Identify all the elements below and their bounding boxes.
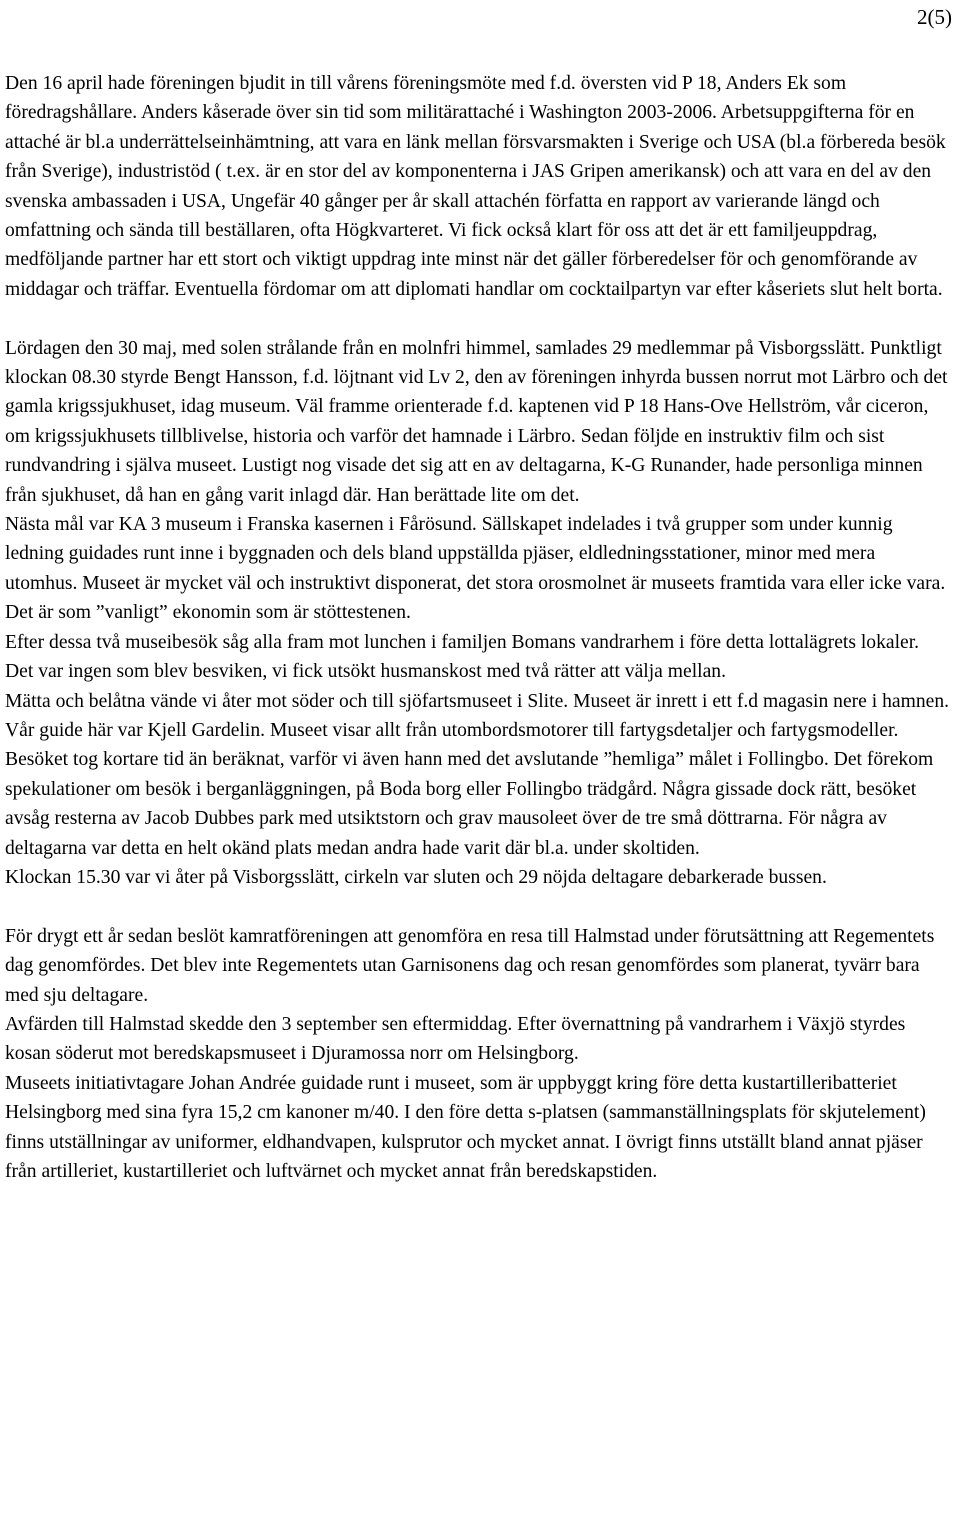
document-body [5,69,951,1186]
page-number: 2(5) [917,5,952,29]
section-spacer [5,892,951,921]
paragraph: Museets initiativtagare Johan Andrée guidade runt i museet, som är uppbyggt kring före detta kustartilleribatteriet Helsingborg med sina fyra 15,2 cm kanoner m/40. I den före detta s-platsen (sammanställningsplats för skjutelement) finns utställningar av uniformer, eldhandvapen, kulsprutor och mycket annat. I övrigt finns utställt bland annat pjäser från artilleriet, kustartilleriet och luftvärnet och mycket annat från beredskapstiden. [5,1072,926,1182]
paragraph: Den 16 april hade föreningen bjudit in till vårens föreningsmöte med f.d. översten vid P 18, Anders Ek som föredragshållare. Anders kåserade över sin tid som militärattaché i Washington 2003-2006. Arbetsuppgifterna för en attaché är bl.a underrättelseinhämtning, att vara en länk mellan försvarsmakten i Sverige och USA (bl.a förbereda besök från Sverige), industristöd ( t.ex. är en stor del av komponenterna i JAS Gripen amerikansk) och att vara en del av den svenska ambassaden i USA, Ungefär 40 gånger per år skall attachén författa en rapport av varierande längd och omfattning och sända till beställaren, ofta Högkvarteret. Vi fick också klart för oss att det är ett familjeuppdrag, medföljande partner har ett stort och viktigt uppdrag inte minst när det gäller förberedelser för och genomförande av middagar och träffar. Eventuella fördomar om att diplomati handlar om cocktailpartyn var efter kåseriets slut helt borta. [5,73,946,300]
section-foreningsmote [5,69,951,304]
paragraph: Avfärden till Halmstad skedde den 3 september sen eftermiddag. Efter övernattning på vandrarhem i Växjö styrdes kosan söderut mot beredskapsmuseet i Djuramossa norr om Helsingborg. [5,1013,906,1065]
paragraph: Mätta och belåtna vände vi åter mot söder och till sjöfartsmuseet i Slite. Museet är inrett i ett f.d magasin nere i hamnen. Vår guide här var Kjell Gardelin. Museet visar allt från utombordsmotorer till fartygsdetaljer och fartygsmodeller. [5,690,950,741]
section-resa-halmstad [5,922,951,1187]
paragraph: Lördagen den 30 maj, med solen strålande från en molnfri himmel, samlades 29 medlemmar på Visborgsslätt. Punktligt klockan 08.30 styrde Bengt Hansson, f.d. löjtnant vid Lv 2, den av föreningen inhyrda bussen norrut mot Lärbro och det gamla krigssjukhuset, idag museum. Väl framme orienterade f.d. kaptenen vid P 18 Hans-Ove Hellström, vår ciceron, om krigssjukhusets tillblivelse, historia och varför det hamnade i Lärbro. Sedan följde en instruktiv film och sist rundvandring i själva museet. Lustigt nog visade det sig att en av deltagarna, K-G Runander, hade personliga minnen från sjukhuset, då han en gång varit inlagd där. Han berättade lite om det. [5,337,948,506]
section-bussresa-lordagen [5,334,951,893]
paragraph: Klockan 15.30 var vi åter på Visborgsslätt, cirkeln var sluten och 29 nöjda deltagare debarkerade bussen. [5,866,827,888]
paragraph: För drygt ett år sedan beslöt kamratföreningen att genomföra en resa till Halmstad under förutsättning att Regementets dag genomfördes. Det blev inte Regementets utan Garnisonens dag och resan genomfördes som planerat, tyvärr bara med sju deltagare. [5,925,935,1006]
paragraph: Nästa mål var KA 3 museum i Franska kasernen i Fårösund. Sällskapet indelades i två grupper som under kunnig ledning guidades runt inne i byggnaden och dels bland uppställda pjäser, eldledningsstationer, minor med mera utomhus. Museet är mycket väl och instruktivt disponerat, det stora orosmolnet är museets framtida vara eller icke vara. Det är som ”vanligt” ekonomin som är stöttestenen. [5,514,946,624]
section-spacer [5,304,951,333]
paragraph: Besöket tog kortare tid än beräknat, varför vi även hann med det avslutande ”hemliga” målet i Follingbo. Det förekom spekulationer om besök i berganläggningen, på Boda borg eller Follingbo trädgård. Några gissade dock rätt, besöket avsåg resterna av Jacob Dubbes park med utsiktstorn och grav mausoleet över de tre små döttrarna. För några av deltagarna var detta en helt okänd plats medan andra hade varit där bl.a. under skoltiden. [5,749,934,859]
paragraph: Efter dessa två museibesök såg alla fram mot lunchen i familjen Bomans vandrarhem i före detta lottalägrets lokaler. Det var ingen som blev besviken, vi fick utsökt husmanskost med två rätter att välja mellan. [5,631,920,683]
